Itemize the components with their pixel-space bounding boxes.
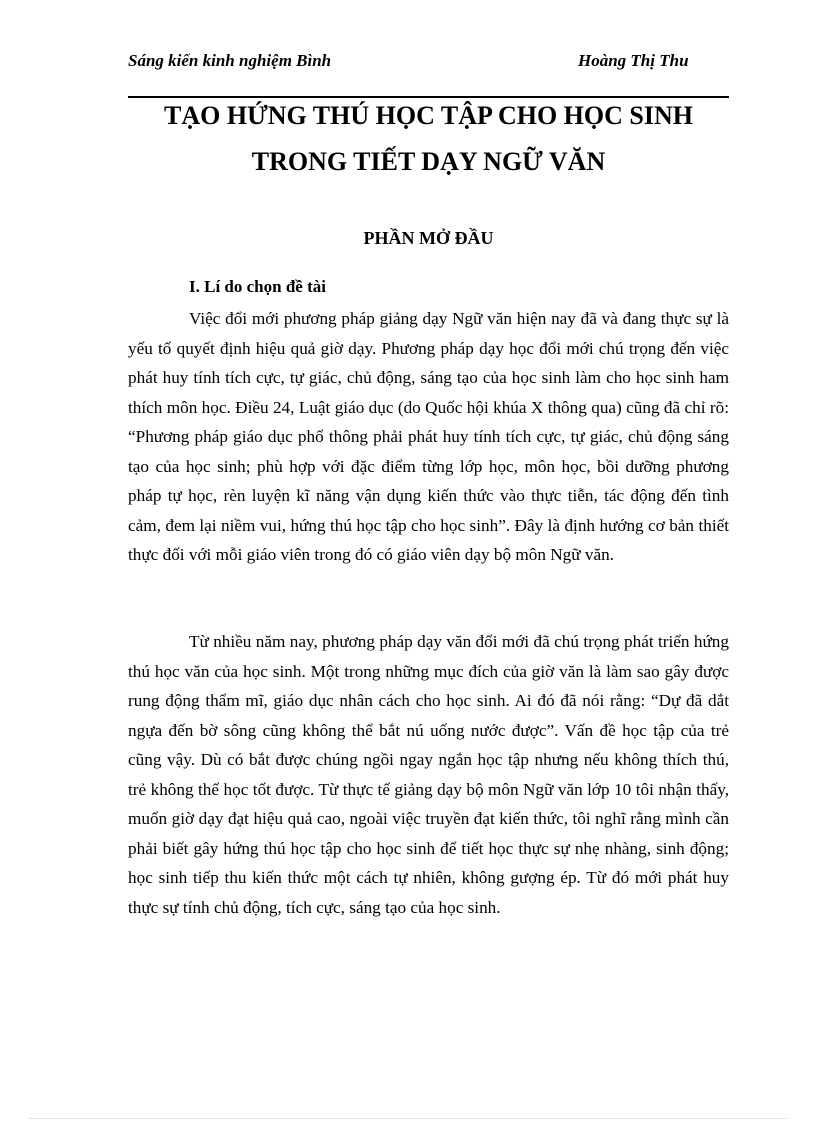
document-title-line-2: TRONG TIẾT DẠY NGỮ VĂN (251, 147, 606, 176)
page-bottom-divider (28, 1118, 788, 1119)
header-author: Hoàng Thị Thu (578, 51, 689, 70)
document-title-line-1: TẠO HỨNG THÚ HỌC TẬP CHO HỌC SINH (164, 101, 693, 130)
body-paragraph: Từ nhiều năm nay, phương pháp dạy văn đổi mới đã chú trọng phát triển hứng thú học văn của học sinh. Một trong những mục đích của giờ văn là làm sao gây được rung động thẩm mĩ, giáo dục nhân cách cho học sinh. Ai đó đã nói rằng: “Dự đã dắt ngựa đến bờ sông cũng không thể bắt nú uống nước được”. Vấn đề học tập của trẻ cũng vậy. Dù có bắt được chúng ngồi ngay ngắn học tập nhưng nếu không thích thú, trẻ không thể học tốt được. Từ thực tế giảng dạy bộ môn Ngữ văn lớp 10 tôi nhận thấy, muốn giờ dạy đạt hiệu quả cao, ngoài việc truyền đạt kiến thức, tôi nghĩ rằng mình cần phải biết gây hứng thú học tập cho học sinh để tiết học thực sự nhẹ nhàng, sinh động; học sinh tiếp thu kiến thức một cách tự nhiên, không gượng ép. Từ đó mới phát huy thực sự tính chủ động, tích cực, sáng tạo của học sinh. (128, 632, 729, 917)
body-paragraph: Việc đổi mới phương pháp giảng dạy Ngữ văn hiện nay đã và đang thực sự là yếu tố quyết định hiệu quả giờ dạy. Phương pháp dạy học đổi mới chú trọng đến việc phát huy tính tích cực, tự giác, chủ động, sáng tạo của học sinh làm cho học sinh ham thích môn học. Điều 24, Luật giáo dục (do Quốc hội khúa X thông qua) cũng đã chỉ rõ: “Phương pháp giáo dục phổ thông phải phát huy tính tích cực, tự giác, chủ động sáng tạo của học sinh; phù hợp với đặc điểm từng lớp học, môn học, bồi dưỡng phương pháp tự học, rèn luyện kĩ năng vận dụng kiến thức vào thực tiễn, tác động đến tình cảm, đem lại niềm vui, hứng thú học tập cho học sinh”. Đây là định hướng cơ bản thiết thực đối với mỗi giáo viên trong đó có giáo viên dạy bộ môn Ngữ văn. (128, 309, 729, 564)
header-divider (128, 96, 729, 98)
part-heading: PHẦN MỞ ĐẦU (363, 228, 494, 248)
section-heading: I. Lí do chọn đề tài (189, 277, 326, 296)
header-document-type: Sáng kiến kinh nghiệm Bình (128, 51, 332, 70)
